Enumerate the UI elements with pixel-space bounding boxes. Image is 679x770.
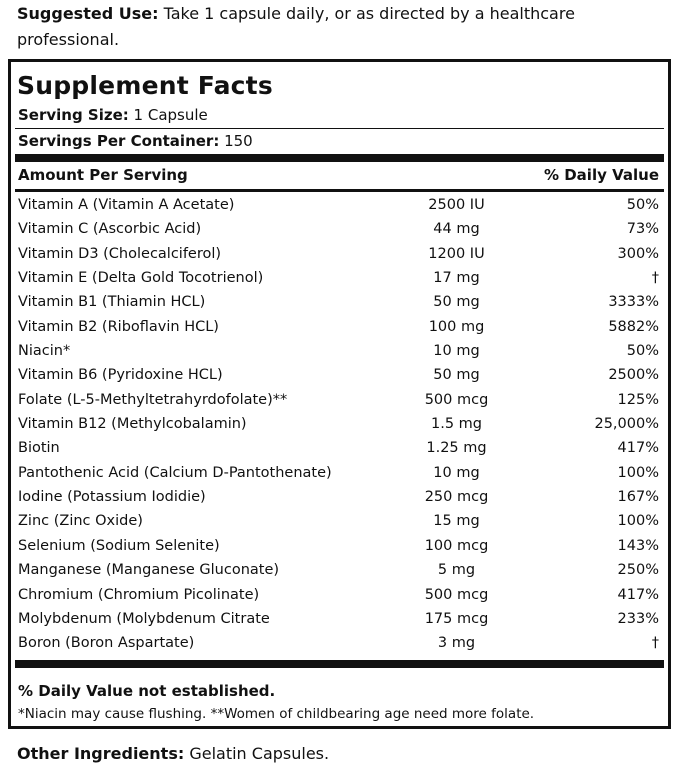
nutrient-row [18,607,659,631]
nutrient-row [18,193,659,217]
nutrient-dv: 417% [617,586,659,603]
nutrient-name: Zinc (Zinc Oxide) [18,513,143,530]
nutrient-amount: 100 mcg [424,537,489,554]
servings-value: 150 [219,132,253,150]
nutrient-name: Biotin [18,440,60,457]
nutrient-name: Molybdenum (Molybdenum Citrate [18,610,270,627]
daily-value-footnote: % Daily Value not established. [18,682,276,700]
nutrient-row [18,266,659,290]
nutrient-row [18,461,659,485]
nutrient-name: Selenium (Sodium Selenite) [18,537,220,554]
nutrient-amount: 100 mg [428,318,485,335]
thick-divider [15,154,664,162]
nutrient-dv: 143% [617,537,659,554]
suggested-use-text: Take 1 capsule daily, or as directed by a healthcare professional. [17,4,575,49]
nutrient-amount: 3 mg [437,635,476,652]
nutrient-dv: 3333% [608,294,659,311]
nutrient-amount: 2500 IU [428,197,485,213]
nutrient-row [18,509,659,533]
nutrient-dv: 167% [617,489,659,506]
amount-per-serving-header: Amount Per Serving [18,166,188,184]
nutrient-name: Vitamin B6 (Pyridoxine HCL) [18,367,223,384]
nutrient-amount: 500 mcg [424,586,489,603]
nutrient-amount: 250 mcg [424,489,489,506]
nutrient-amount: 500 mcg [424,391,489,408]
nutrient-dv: 73% [626,221,659,238]
nutrient-row [18,242,659,266]
nutrient-name: Iodine (Potassium Iodidie) [18,489,206,506]
nutrient-dv: 25,000% [594,416,659,433]
nutrient-name: Vitamin B2 (Riboflavin HCL) [18,318,219,335]
nutrient-list [18,193,659,656]
nutrient-row [18,583,659,607]
nutrient-dv: † [651,270,659,287]
nutrient-amount: 50 mg [433,367,480,384]
bottom-thick-divider [15,660,664,668]
nutrient-name: Folate (L-5-Methyltetrahyrdofolate)** [18,391,288,408]
servings-label: Servings Per Container: [18,132,220,150]
nutrient-name: Vitamin C (Ascorbic Acid) [18,221,202,238]
nutrient-dv: 100% [617,513,659,530]
serving-size-value: 1 Capsule [128,106,208,124]
nutrient-row [18,217,659,241]
nutrient-amount: 44 mg [433,221,480,238]
nutrient-amount: 175 mcg [424,610,489,627]
nutrient-amount: 10 mg [433,343,480,360]
panel-title: Supplement Facts [17,71,273,100]
nutrient-amount: 1200 IU [428,245,485,262]
nutrient-name: Chromium (Chromium Picolinate) [18,586,260,603]
daily-value-header: % Daily Value [543,166,659,184]
nutrient-dv: 417% [617,440,659,457]
nutrient-dv: 100% [617,464,659,481]
suggested-use [17,1,667,53]
servings-per-container [18,129,253,153]
nutrient-row [18,558,659,582]
other-ingredients-text: Gelatin Capsules. [184,744,330,763]
nutrient-row [18,485,659,509]
supplement-facts-panel [8,59,671,729]
nutrient-amount: 1.5 mg [431,416,482,433]
nutrient-amount: 10 mg [433,464,480,481]
nutrient-amount: 1.25 mg [426,440,487,457]
nutrient-row [18,388,659,412]
nutrient-dv: 300% [617,245,659,262]
nutrient-row [18,631,659,655]
nutrient-dv: 50% [626,343,659,360]
nutrient-dv: 5882% [608,318,659,335]
nutrient-amount: 5 mg [437,562,476,579]
other-ingredients [17,742,329,766]
nutrient-dv: 50% [626,197,659,213]
nutrient-name: Vitamin A (Vitamin A Acetate) [18,197,235,213]
nutrient-amount: 15 mg [433,513,480,530]
nutrient-row [18,290,659,314]
nutrient-row [18,534,659,558]
nutrient-dv: † [651,635,659,652]
serving-size-label: Serving Size: [18,106,129,124]
nutrient-row [18,436,659,460]
nutrient-dv: 125% [617,391,659,408]
column-header [18,163,659,187]
nutrient-dv: 2500% [608,367,659,384]
nutrient-dv: 250% [617,562,659,579]
nutrient-dv: 233% [617,610,659,627]
nutrient-row [18,315,659,339]
niacin-folate-footnote: *Niacin may cause flushing. **Women of childbearing age need more folate. [18,706,535,722]
nutrient-name: Boron (Boron Aspartate) [18,635,195,652]
nutrient-name: Vitamin E (Delta Gold Tocotrienol) [18,270,264,287]
header-divider [15,189,664,192]
nutrient-amount: 50 mg [433,294,480,311]
suggested-use-label: Suggested Use: [17,4,159,23]
nutrient-name: Pantothenic Acid (Calcium D-Pantothenate) [18,464,332,481]
nutrient-row [18,363,659,387]
nutrient-name: Vitamin B12 (Methylcobalamin) [18,416,247,433]
serving-size [18,103,208,127]
nutrient-name: Vitamin B1 (Thiamin HCL) [18,294,206,311]
nutrient-row [18,412,659,436]
nutrient-name: Niacin* [18,343,71,360]
nutrient-amount: 17 mg [433,270,480,287]
nutrient-name: Vitamin D3 (Cholecalciferol) [18,245,222,262]
nutrient-name: Manganese (Manganese Gluconate) [18,562,280,579]
nutrient-row [18,339,659,363]
other-ingredients-label: Other Ingredients: [17,744,185,763]
